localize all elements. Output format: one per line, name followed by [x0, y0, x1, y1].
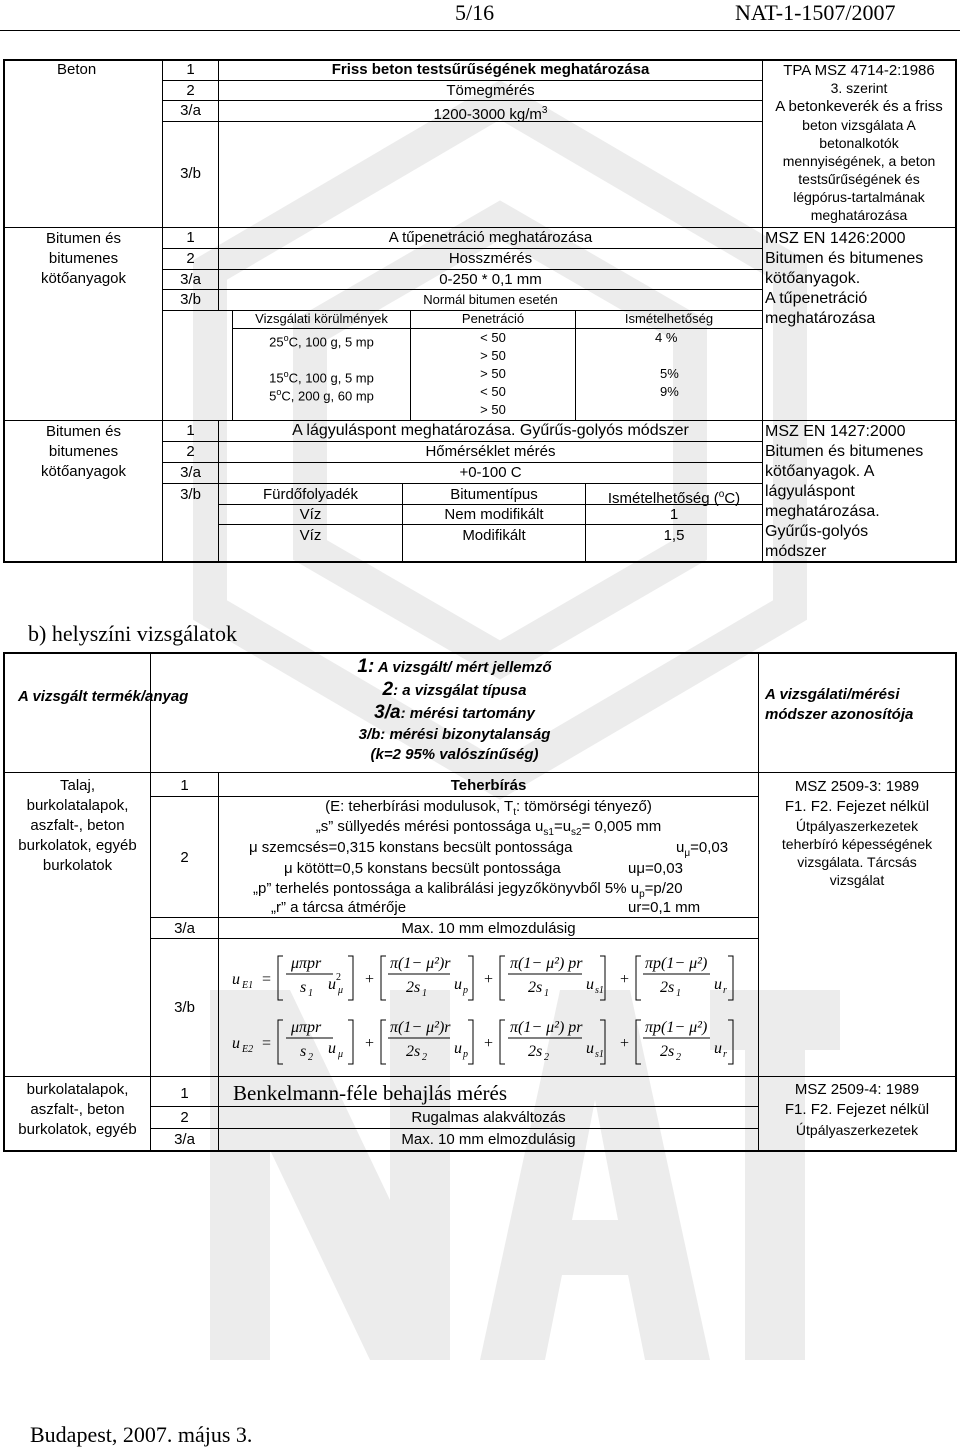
repeatability-cell: 1: [669, 506, 679, 523]
row-number: 1: [180, 1085, 189, 1102]
row-number: 2: [186, 443, 195, 460]
repeatability-cell: 9%: [660, 384, 679, 399]
test-note-value: $u_\mu=0,03$: [676, 839, 729, 859]
svg-text:μ: μ: [338, 985, 344, 996]
uncertainty-formula: [228, 944, 756, 1074]
svg-text:2s: 2s: [406, 1043, 421, 1060]
test-note: „r” a tárcsa átmérője: [271, 899, 407, 916]
svg-text:π(1− μ²)r: π(1− μ²)r: [390, 1019, 451, 1036]
bitumen-type-cell: Nem modifikált: [444, 506, 544, 523]
svg-text:E2: E2: [242, 1044, 254, 1055]
svg-text:2: 2: [544, 1052, 549, 1063]
svg-text:π(1− μ²)r: π(1− μ²)r: [390, 955, 451, 972]
col-header-bath-liquid: Fürdőfolyadék: [262, 486, 359, 503]
col-header-conditions: Vizsgálati körülmények: [255, 311, 388, 326]
penetration-cell: < 50: [480, 330, 506, 345]
svg-text:s: s: [300, 979, 307, 996]
test-name: Friss beton testsűrűségének meghatározása: [331, 61, 650, 78]
svg-text:+: +: [365, 1035, 375, 1052]
page-number: 5/16: [455, 0, 495, 25]
test-name: Teherbírás: [450, 777, 527, 794]
svg-text:μπpr: μπpr: [291, 1019, 322, 1036]
row-number: 3/a: [180, 271, 201, 288]
row-number: 2: [186, 250, 195, 267]
svg-text:1: 1: [308, 988, 313, 999]
col-header-repeatability: Ismételhetőség ($^o$C): [607, 489, 741, 507]
svg-text:2s: 2s: [528, 1043, 543, 1060]
svg-text:2s: 2s: [660, 1043, 675, 1060]
header-rule: [0, 30, 960, 31]
row-number: 3/b: [180, 165, 201, 182]
repeatability-cell: 4 %: [655, 330, 678, 345]
svg-text:+: +: [484, 971, 494, 988]
svg-text:u: u: [232, 971, 240, 988]
col-header-product: A vizsgált termék/anyag: [18, 688, 189, 705]
svg-text:E1: E1: [242, 980, 254, 991]
svg-text:1: 1: [544, 988, 549, 999]
svg-text:+: +: [620, 971, 630, 988]
measurement-range: 1200-3000 $kg/m^3$: [433, 105, 548, 123]
measurement-range: +0-100 C: [459, 464, 522, 481]
svg-text:u: u: [454, 976, 462, 993]
svg-text:2s: 2s: [660, 979, 675, 996]
row-number: 3/b: [180, 291, 201, 308]
svg-text:+: +: [484, 1035, 494, 1052]
svg-text:π(1− μ²) pr: π(1− μ²) pr: [510, 955, 583, 972]
row-number: 3/a: [180, 102, 201, 119]
row-number: 1: [186, 229, 195, 246]
test-note-value: ur=0,1 mm: [628, 899, 701, 916]
penetration-cell: < 50: [480, 384, 506, 399]
row-number: 3/b: [174, 999, 195, 1016]
product-bitumen: Bitumen és bitumenes kötőanyagok: [40, 423, 127, 480]
svg-text:u: u: [328, 976, 336, 993]
section-title: b) helyszíni vizsgálatok: [28, 621, 237, 646]
test-note: „s” süllyedés mérési pontossága $u_{s1}=u_{s2}= 0,005$ mm: [315, 818, 662, 838]
svg-text:1: 1: [422, 988, 427, 999]
svg-text:=: =: [262, 1035, 272, 1052]
test-name: A lágyuláspont meghatározása. Gyűrűs-golyós módszer: [292, 422, 689, 439]
measurement-range: Max. 10 mm elmozdulásig: [401, 1131, 576, 1148]
svg-text:r: r: [723, 985, 727, 996]
row-number: 3/a: [174, 1131, 195, 1148]
test-type: Rugalmas alakváltozás: [411, 1109, 566, 1126]
bitumen-type-cell: Modifikált: [462, 527, 526, 544]
svg-text:2: 2: [308, 1052, 313, 1063]
method-beton: TPA MSZ 4714-2:1986 3. szerint A betonkeverék és a friss beton vizsgálata A betonalkotók mennyiségének, a beton testsűrűségének és légpórus-tartalmának meghatározása: [775, 62, 943, 223]
measurement-range: 0-250 * 0,1 mm: [439, 271, 542, 288]
product-burkolat: burkolatalapok, aszfalt-, beton burkolatok, egyéb: [18, 1081, 137, 1138]
bath-liquid-cell: Víz: [299, 506, 322, 523]
test-type: Tömegmérés: [446, 82, 535, 99]
measurement-range: Max. 10 mm elmozdulásig: [401, 920, 576, 937]
svg-text:πp(1− μ²): πp(1− μ²): [645, 955, 708, 972]
col-header-bitumen-type: Bitumentípus: [450, 486, 538, 503]
svg-text:=: =: [262, 971, 272, 988]
uncertainty-heading: Normál bitumen esetén: [423, 292, 558, 307]
test-note: „p” terhelés pontossága a kalibrálási jegyzőkönyvből 5% $u_p=p/20$: [253, 880, 683, 900]
test-type: Hőmérséklet mérés: [425, 443, 556, 460]
condition-cell: 25$^o$C, 100 g, 5 mp: [269, 333, 374, 350]
test-name: Benkelmann-féle behajlás mérés: [233, 1081, 508, 1105]
test-name: A tűpenetráció meghatározása: [388, 229, 593, 246]
product-talaj: Talaj, burkolatalapok, aszfalt-, beton burkolatok, egyéb burkolatok: [18, 777, 137, 874]
col-header-repeatability: Ismételhetőség: [624, 311, 714, 326]
svg-text:πp(1− μ²): πp(1− μ²): [645, 1019, 708, 1036]
svg-text:1: 1: [676, 988, 681, 999]
repeatability-cell: 5%: [660, 366, 679, 381]
svg-text:u: u: [586, 976, 594, 993]
row-number: 3/a: [180, 464, 201, 481]
method-talaj: MSZ 2509-3: 1989 F1. F2. Fejezet nélkül Útpályaszerkezetek teherbíró képességének vizsgálata. Tárcsás vizsgálat: [781, 778, 933, 888]
condition-cell: 15$^o$C, 100 g, 5 mp: [269, 369, 374, 386]
footer-date: Budapest, 2007. május 3.: [30, 1422, 253, 1447]
svg-text:μπpr: μπpr: [291, 955, 322, 972]
row-number: 1: [180, 777, 189, 794]
svg-text:u: u: [586, 1040, 594, 1057]
svg-text:2s: 2s: [406, 979, 421, 996]
row-number: 1: [186, 422, 195, 439]
svg-text:2: 2: [676, 1052, 681, 1063]
svg-text:+: +: [365, 971, 375, 988]
svg-text:s: s: [300, 1043, 307, 1060]
document-id: NAT-1-1507/2007: [735, 0, 896, 25]
svg-text:u: u: [714, 1040, 722, 1057]
penetration-cell: > 50: [480, 366, 506, 381]
repeatability-cell: 1,5: [663, 527, 685, 544]
svg-text:2s: 2s: [528, 979, 543, 996]
svg-text:μ: μ: [338, 1049, 344, 1060]
penetration-cell: > 50: [480, 402, 506, 417]
test-type: Hosszmérés: [448, 250, 533, 267]
product-bitumen: Bitumen és bitumenes kötőanyagok: [40, 230, 127, 287]
col-header-characteristic: 1: A vizsgált/ mért jellemző 2: a vizsgálat típusa 3/a: mérési tartomány 3/b: mérési bizonytalanság (k=2 95% valószínűség): [357, 656, 552, 763]
svg-text:π(1− μ²) pr: π(1− μ²) pr: [510, 1019, 583, 1036]
condition-cell: 5$^o$C, 200 g, 60 mp: [269, 387, 374, 404]
svg-text:u: u: [232, 1035, 240, 1052]
svg-text:u: u: [714, 976, 722, 993]
svg-text:p: p: [463, 985, 468, 996]
method-lagy: MSZ EN 1427:2000 Bitumen és bitumenes kötőanyagok. A lágyuláspont meghatározása. Gyűrűs-golyós módszer: [765, 423, 924, 560]
svg-text:2: 2: [336, 972, 341, 983]
svg-text:u: u: [454, 1040, 462, 1057]
svg-text:2: 2: [422, 1052, 427, 1063]
row-number: 2: [180, 1109, 189, 1126]
penetration-cell: > 50: [480, 348, 506, 363]
method-tupen: MSZ EN 1426:2000 Bitumen és bitumenes kötőanyagok. A tűpenetráció meghatározása: [765, 230, 924, 327]
svg-text:+: +: [620, 1035, 630, 1052]
product-beton: Beton: [57, 61, 97, 78]
bath-liquid-cell: Víz: [299, 527, 322, 544]
test-note: μ kötött=0,5 konstans becsült pontossága: [284, 860, 561, 877]
test-note-value: uμ=0,03: [628, 860, 683, 877]
row-number: 2: [186, 82, 195, 99]
row-number: 3/a: [174, 920, 195, 937]
col-header-method: A vizsgálati/mérési módszer azonosítója: [765, 686, 914, 723]
row-number: 3/b: [180, 486, 201, 503]
svg-text:p: p: [463, 1049, 468, 1060]
test-note: (E: teherbírási modulusok, $T_t$: tömörségi tényező): [325, 798, 652, 818]
method-benkel: MSZ 2509-4: 1989 F1. F2. Fejezet nélkül Útpályaszerkezetek: [784, 1081, 930, 1138]
svg-text:s1: s1: [595, 1049, 604, 1060]
row-number: 2: [180, 849, 189, 866]
svg-text:s1: s1: [595, 985, 604, 996]
svg-text:u: u: [328, 1040, 336, 1057]
col-header-penetration: Penetráció: [461, 311, 525, 326]
svg-text:r: r: [723, 1049, 727, 1060]
test-note: μ szemcsés=0,315 konstans becsült pontossága: [249, 839, 573, 856]
row-number: 1: [186, 61, 195, 78]
